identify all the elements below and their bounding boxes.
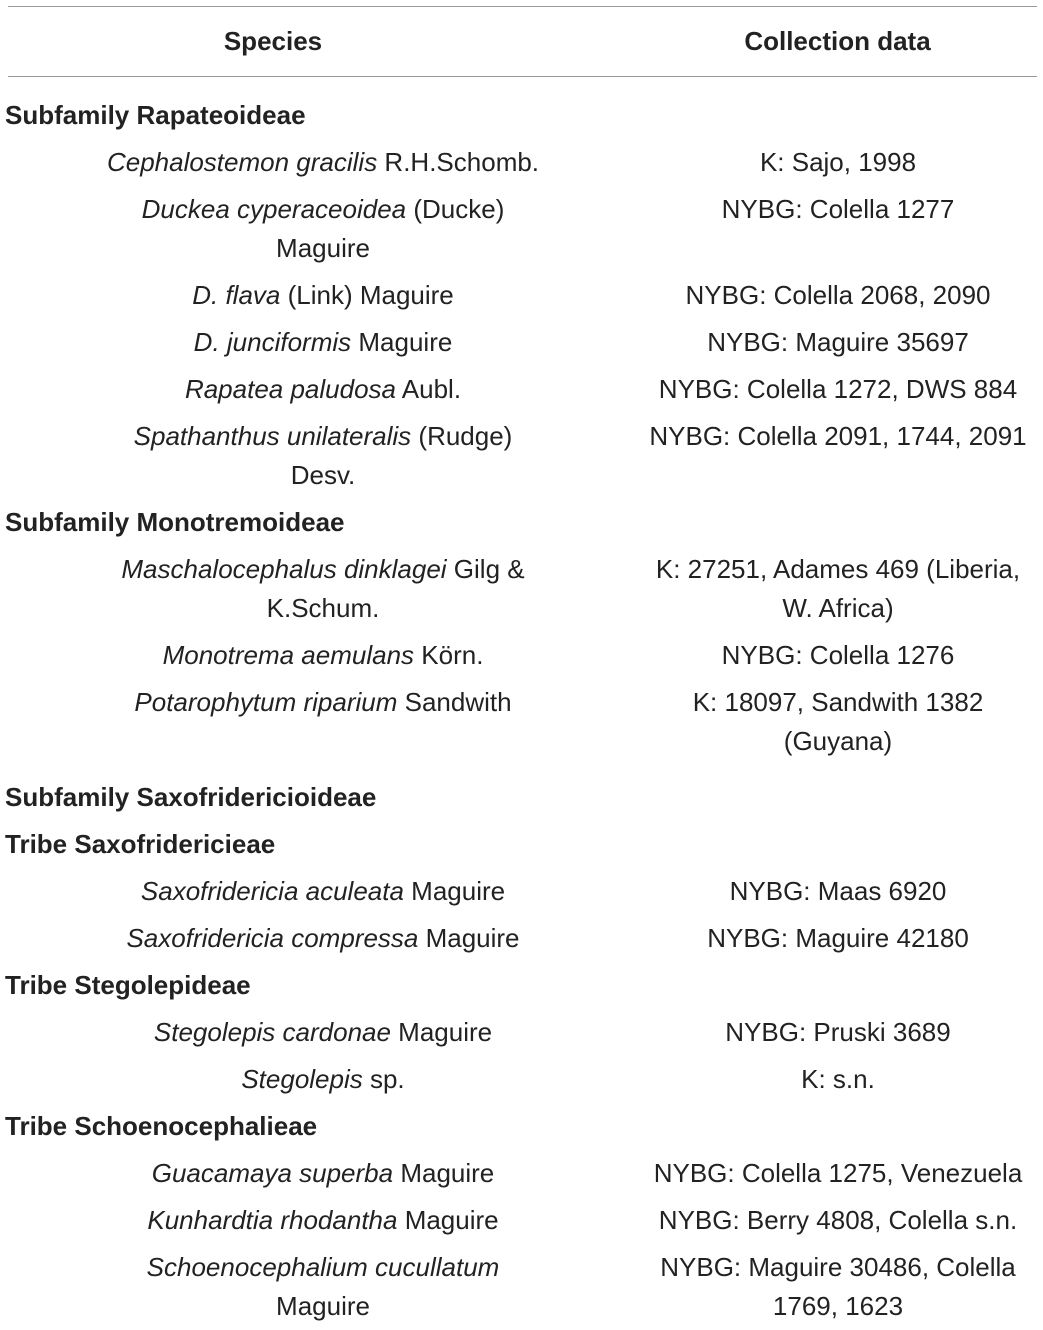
species-name: Maschalocephalus dinklagei — [121, 554, 447, 584]
table-row — [8, 1056, 1037, 1103]
species-cell — [98, 550, 548, 628]
species-name: Monotrema aemulans — [162, 640, 415, 670]
collection-cell: NYBG: Berry 4808, Colella s.n. — [658, 1205, 1018, 1235]
collection-cell: K: 18097, Sandwith 1382 (Guyana) — [692, 687, 984, 756]
species-cell — [98, 417, 548, 495]
collection-cell: NYBG: Pruski 3689 — [725, 1017, 951, 1047]
collection-cell: K: 27251, Adames 469 (Liberia, W. Africa) — [655, 554, 1021, 623]
species-cell — [98, 1248, 548, 1326]
species-cell — [98, 919, 548, 958]
species-author: Maguire — [351, 327, 453, 357]
group-heading: Subfamily Monotremoideae — [5, 507, 345, 537]
table-row — [8, 272, 1037, 319]
species-cell — [98, 323, 548, 362]
species-cell — [98, 1154, 548, 1193]
species-author: Maguire — [397, 1205, 499, 1235]
species-author: (Rudge) Desv. — [290, 421, 513, 490]
collection-cell: K: Sajo, 1998 — [759, 147, 917, 177]
species-author: (Ducke) Maguire — [276, 194, 505, 263]
group-heading: Subfamily Saxofridericioideae — [5, 782, 377, 812]
table-row — [8, 632, 1037, 679]
table-row — [8, 366, 1037, 413]
species-name: D. junciformis — [193, 327, 352, 357]
species-author: sp. — [362, 1064, 405, 1094]
species-cell — [98, 143, 548, 182]
species-cell — [98, 1013, 548, 1052]
species-author: Sandwith — [397, 687, 512, 717]
species-author: Aubl. — [396, 374, 462, 404]
species-name: Schoenocephalium cucullatum — [146, 1252, 500, 1282]
collection-cell: NYBG: Colella 1272, DWS 884 — [658, 374, 1018, 404]
species-author: Maguire — [418, 923, 520, 953]
species-name: Spathanthus unilateralis — [133, 421, 412, 451]
species-cell — [98, 872, 548, 911]
species-author: R.H.Schomb. — [377, 147, 540, 177]
table-row — [8, 868, 1037, 915]
species-author: Gilg & K.Schum. — [266, 554, 525, 623]
header-species: Species — [223, 26, 323, 56]
species-cell — [98, 683, 548, 722]
species-name: Guacamaya superba — [151, 1158, 394, 1188]
table-row — [8, 319, 1037, 366]
species-cell — [98, 1201, 548, 1240]
species-name: Cephalostemon gracilis — [106, 147, 378, 177]
collection-cell: NYBG: Colella 2068, 2090 — [685, 280, 991, 310]
collection-cell: NYBG: Maguire 30486, Colella 1769, 1623 — [660, 1252, 1016, 1321]
collection-table — [5, 6, 1037, 1330]
species-author: Körn. — [414, 640, 484, 670]
species-name: Stegolepis cardonae — [153, 1017, 391, 1047]
table-row — [8, 186, 1037, 272]
header-collection-data: Collection data — [744, 26, 931, 56]
table-row — [8, 915, 1037, 962]
species-name: Kunhardtia rhodantha — [147, 1205, 398, 1235]
table-row — [8, 679, 1037, 765]
species-name: Stegolepis — [241, 1064, 363, 1094]
species-name: Rapatea paludosa — [184, 374, 396, 404]
collection-cell: NYBG: Maas 6920 — [729, 876, 947, 906]
group-heading: Subfamily Rapateoideae — [5, 100, 306, 130]
collection-cell: NYBG: Colella 1276 — [721, 640, 955, 670]
species-name: Potarophytum riparium — [134, 687, 398, 717]
table-body — [5, 77, 1037, 1330]
table-row — [8, 139, 1037, 186]
table-row — [8, 546, 1037, 632]
species-cell — [98, 1060, 548, 1099]
species-cell — [98, 190, 548, 268]
species-author: (Link) Maguire — [280, 280, 454, 310]
collection-cell: NYBG: Colella 1277 — [721, 194, 955, 224]
collection-cell: NYBG: Maguire 35697 — [707, 327, 969, 357]
group-heading: Tribe Saxofridericieae — [5, 829, 276, 859]
species-name: Duckea cyperaceoidea — [141, 194, 407, 224]
group-heading: Tribe Stegolepideae — [5, 970, 251, 1000]
species-author: Maguire — [393, 1158, 495, 1188]
species-cell — [98, 276, 548, 315]
collection-cell: K: s.n. — [801, 1064, 875, 1094]
table-row — [8, 1197, 1037, 1244]
collection-cell: NYBG: Colella 1275, Venezuela — [653, 1158, 1023, 1188]
table-row — [8, 1150, 1037, 1197]
species-author: Maguire — [390, 1017, 493, 1047]
collection-cell: NYBG: Maguire 42180 — [707, 923, 969, 953]
species-cell — [98, 636, 548, 675]
group-heading: Tribe Schoenocephalieae — [5, 1111, 318, 1141]
collection-cell: NYBG: Colella 2091, 1744, 2091 — [649, 421, 1027, 451]
table-header-row — [8, 7, 1037, 76]
species-name: Saxofridericia aculeata — [140, 876, 404, 906]
species-author: Maguire — [276, 1291, 370, 1321]
table-row — [8, 1009, 1037, 1056]
species-name: D. flava — [192, 280, 281, 310]
table-row — [8, 1244, 1037, 1330]
species-name: Saxofridericia compressa — [126, 923, 419, 953]
species-cell — [98, 370, 548, 409]
table-row — [8, 413, 1037, 499]
species-author: Maguire — [403, 876, 506, 906]
